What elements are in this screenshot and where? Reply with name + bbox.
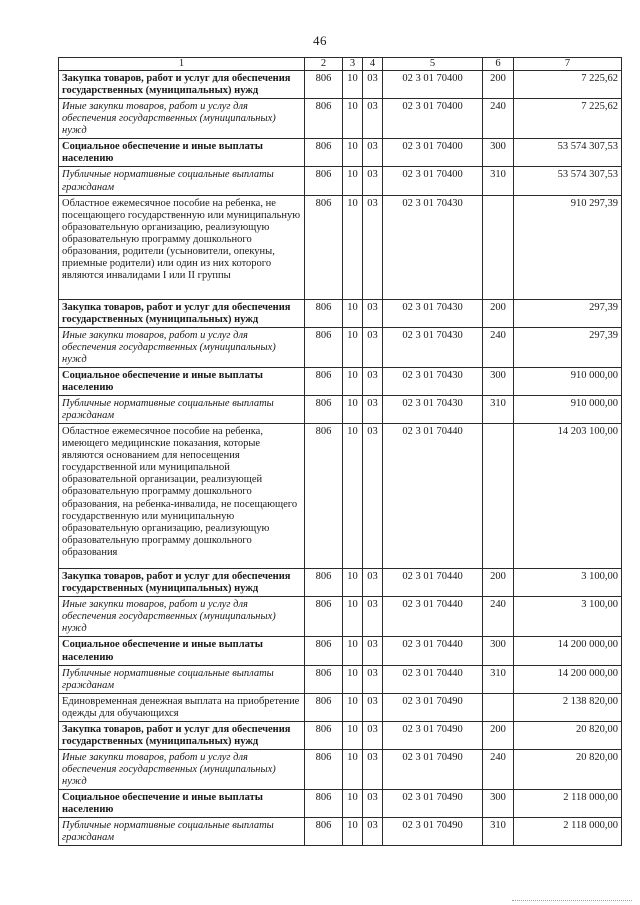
expense-type: 300 (483, 637, 514, 665)
expense-type: 240 (483, 597, 514, 637)
expense-type: 200 (483, 71, 514, 99)
section-code: 10 (343, 749, 363, 789)
ministry-code: 806 (305, 99, 343, 139)
target-article: 02 3 01 70490 (383, 818, 483, 846)
table-row (59, 195, 622, 299)
row-name: Иные закупки товаров, работ и услуг для обеспечения государственных (муниципальных) нужд (59, 597, 305, 637)
section-code: 10 (343, 424, 363, 569)
section-code: 10 (343, 693, 363, 721)
expense-type: 300 (483, 139, 514, 167)
target-article: 02 3 01 70440 (383, 665, 483, 693)
column-header: 2 (305, 58, 343, 71)
table-body (59, 58, 622, 846)
subsection-code: 03 (363, 790, 383, 818)
subsection-code: 03 (363, 71, 383, 99)
amount: 910 000,00 (514, 367, 622, 395)
ministry-code: 806 (305, 139, 343, 167)
ministry-code: 806 (305, 424, 343, 569)
section-code: 10 (343, 569, 363, 597)
section-code: 10 (343, 396, 363, 424)
row-name: Публичные нормативные социальные выплаты гражданам (59, 665, 305, 693)
ministry-code: 806 (305, 790, 343, 818)
expense-type: 300 (483, 790, 514, 818)
column-header: 3 (343, 58, 363, 71)
ministry-code: 806 (305, 721, 343, 749)
row-name: Закупка товаров, работ и услуг для обеспечения государственных (муниципальных) нужд (59, 569, 305, 597)
ministry-code: 806 (305, 665, 343, 693)
ministry-code: 806 (305, 749, 343, 789)
table-row (59, 721, 622, 749)
expense-type: 240 (483, 99, 514, 139)
subsection-code: 03 (363, 693, 383, 721)
table-row (59, 790, 622, 818)
table-row (59, 139, 622, 167)
row-name: Социальное обеспечение и иные выплаты населению (59, 367, 305, 395)
amount: 53 574 307,53 (514, 139, 622, 167)
subsection-code: 03 (363, 597, 383, 637)
table-row (59, 167, 622, 195)
target-article: 02 3 01 70440 (383, 424, 483, 569)
amount: 2 138 820,00 (514, 693, 622, 721)
row-name: Областное ежемесячное пособие на ребенка, имеющего медицинские показания, которые являются основанием для непосещения государственной или муниципальной образовательной организации, реализующей образовательную программу дошкольного образования, на ребенка-инвалида, не посещающего государственную или муниципальную образовательную организацию, реализующую образовательную программу дошкольного образования (59, 424, 305, 569)
table-row (59, 637, 622, 665)
expense-type: 310 (483, 396, 514, 424)
target-article: 02 3 01 70490 (383, 721, 483, 749)
table-row (59, 665, 622, 693)
target-article: 02 3 01 70440 (383, 637, 483, 665)
row-name: Социальное обеспечение и иные выплаты населению (59, 139, 305, 167)
page-number: 46 (313, 33, 327, 48)
table-row (59, 749, 622, 789)
expense-type: 310 (483, 167, 514, 195)
amount: 14 200 000,00 (514, 637, 622, 665)
row-name: Иные закупки товаров, работ и услуг для обеспечения государственных (муниципальных) нужд (59, 749, 305, 789)
amount: 910 297,39 (514, 195, 622, 299)
table-row (59, 99, 622, 139)
row-name: Закупка товаров, работ и услуг для обеспечения государственных (муниципальных) нужд (59, 71, 305, 99)
amount: 2 118 000,00 (514, 790, 622, 818)
table-row (59, 327, 622, 367)
ministry-code: 806 (305, 195, 343, 299)
budget-table (58, 57, 622, 846)
section-code: 10 (343, 790, 363, 818)
expense-type: 200 (483, 721, 514, 749)
amount: 297,39 (514, 327, 622, 367)
ministry-code: 806 (305, 569, 343, 597)
ministry-code: 806 (305, 597, 343, 637)
row-name: Иные закупки товаров, работ и услуг для обеспечения государственных (муниципальных) нужд (59, 99, 305, 139)
subsection-code: 03 (363, 396, 383, 424)
table-row (59, 818, 622, 846)
subsection-code: 03 (363, 569, 383, 597)
expense-type (483, 693, 514, 721)
subsection-code: 03 (363, 299, 383, 327)
section-code: 10 (343, 597, 363, 637)
expense-type: 300 (483, 367, 514, 395)
target-article: 02 3 01 70490 (383, 749, 483, 789)
row-name: Публичные нормативные социальные выплаты гражданам (59, 167, 305, 195)
table-row (59, 396, 622, 424)
section-code: 10 (343, 195, 363, 299)
expense-type: 310 (483, 818, 514, 846)
row-name: Социальное обеспечение и иные выплаты населению (59, 790, 305, 818)
column-header: 1 (59, 58, 305, 71)
amount: 3 100,00 (514, 569, 622, 597)
subsection-code: 03 (363, 139, 383, 167)
section-code: 10 (343, 99, 363, 139)
ministry-code: 806 (305, 327, 343, 367)
ministry-code: 806 (305, 693, 343, 721)
amount: 20 820,00 (514, 749, 622, 789)
row-name: Социальное обеспечение и иные выплаты населению (59, 637, 305, 665)
column-header: 6 (483, 58, 514, 71)
amount: 20 820,00 (514, 721, 622, 749)
column-header: 7 (514, 58, 622, 71)
section-code: 10 (343, 71, 363, 99)
column-header: 5 (383, 58, 483, 71)
section-code: 10 (343, 139, 363, 167)
target-article: 02 3 01 70430 (383, 396, 483, 424)
subsection-code: 03 (363, 818, 383, 846)
column-header: 4 (363, 58, 383, 71)
row-name: Иные закупки товаров, работ и услуг для обеспечения государственных (муниципальных) нужд (59, 327, 305, 367)
row-name: Закупка товаров, работ и услуг для обеспечения государственных (муниципальных) нужд (59, 299, 305, 327)
row-name: Публичные нормативные социальные выплаты гражданам (59, 396, 305, 424)
ministry-code: 806 (305, 637, 343, 665)
subsection-code: 03 (363, 195, 383, 299)
row-name: Областное ежемесячное пособие на ребенка, не посещающего государственную или муниципальную образовательную организацию, реализующую образовательную программу дошкольного образования, родители (усыновители, опекуны, приемные родители) или один из них которого являются инвалидами I или II группы (59, 195, 305, 299)
table-row (59, 367, 622, 395)
amount: 14 200 000,00 (514, 665, 622, 693)
row-name: Публичные нормативные социальные выплаты гражданам (59, 818, 305, 846)
expense-type: 200 (483, 569, 514, 597)
section-code: 10 (343, 327, 363, 367)
target-article: 02 3 01 70400 (383, 167, 483, 195)
ministry-code: 806 (305, 367, 343, 395)
subsection-code: 03 (363, 367, 383, 395)
ministry-code: 806 (305, 396, 343, 424)
scan-artifact (512, 898, 632, 901)
expense-type: 240 (483, 327, 514, 367)
section-code: 10 (343, 637, 363, 665)
target-article: 02 3 01 70490 (383, 693, 483, 721)
section-code: 10 (343, 665, 363, 693)
section-code: 10 (343, 818, 363, 846)
target-article: 02 3 01 70430 (383, 195, 483, 299)
subsection-code: 03 (363, 99, 383, 139)
table-header-row (59, 58, 622, 71)
table-row (59, 71, 622, 99)
target-article: 02 3 01 70400 (383, 139, 483, 167)
target-article: 02 3 01 70400 (383, 71, 483, 99)
subsection-code: 03 (363, 665, 383, 693)
target-article: 02 3 01 70430 (383, 367, 483, 395)
row-name: Закупка товаров, работ и услуг для обеспечения государственных (муниципальных) нужд (59, 721, 305, 749)
ministry-code: 806 (305, 299, 343, 327)
subsection-code: 03 (363, 167, 383, 195)
table-row (59, 569, 622, 597)
row-name: Единовременная денежная выплата на приобретение одежды для обучающихся (59, 693, 305, 721)
table-row (59, 424, 622, 569)
expense-type: 200 (483, 299, 514, 327)
ministry-code: 806 (305, 818, 343, 846)
subsection-code: 03 (363, 721, 383, 749)
amount: 3 100,00 (514, 597, 622, 637)
amount: 910 000,00 (514, 396, 622, 424)
ministry-code: 806 (305, 167, 343, 195)
subsection-code: 03 (363, 637, 383, 665)
section-code: 10 (343, 721, 363, 749)
subsection-code: 03 (363, 327, 383, 367)
amount: 2 118 000,00 (514, 818, 622, 846)
target-article: 02 3 01 70430 (383, 299, 483, 327)
target-article: 02 3 01 70440 (383, 569, 483, 597)
expense-type (483, 424, 514, 569)
subsection-code: 03 (363, 424, 383, 569)
expense-type: 240 (483, 749, 514, 789)
target-article: 02 3 01 70430 (383, 327, 483, 367)
expense-type (483, 195, 514, 299)
amount: 7 225,62 (514, 99, 622, 139)
amount: 297,39 (514, 299, 622, 327)
section-code: 10 (343, 299, 363, 327)
amount: 7 225,62 (514, 71, 622, 99)
amount: 14 203 100,00 (514, 424, 622, 569)
table-row (59, 299, 622, 327)
section-code: 10 (343, 367, 363, 395)
table-row (59, 597, 622, 637)
expense-type: 310 (483, 665, 514, 693)
subsection-code: 03 (363, 749, 383, 789)
target-article: 02 3 01 70490 (383, 790, 483, 818)
section-code: 10 (343, 167, 363, 195)
ministry-code: 806 (305, 71, 343, 99)
table-row (59, 693, 622, 721)
amount: 53 574 307,53 (514, 167, 622, 195)
target-article: 02 3 01 70440 (383, 597, 483, 637)
target-article: 02 3 01 70400 (383, 99, 483, 139)
